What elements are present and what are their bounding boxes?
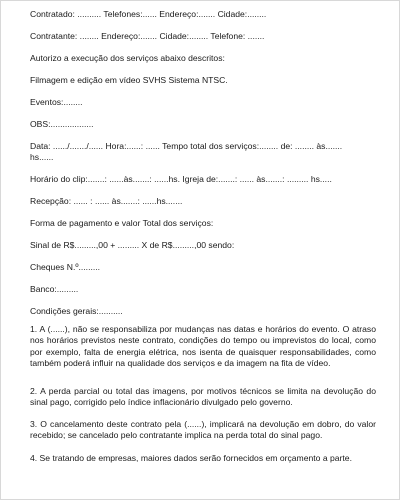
clip-schedule-line: Horário do clip:.......: ......às.......: ......hs. Igreja de:.......: ...... às.......: ......... hs..... xyxy=(30,174,332,184)
bank-line: Banco:......... xyxy=(30,284,79,294)
clause-2: 2. A perda parcial ou total das imagens, por motivos técnicos se limita na devolução do sinal pago, corrigido pelo índice inflacionário divulgado pelo governo. xyxy=(30,386,376,408)
payment-heading: Forma de pagamento e valor Total dos serviços: xyxy=(30,218,214,228)
authorization-line: Autorizo a execução dos serviços abaixo descritos: xyxy=(30,53,225,63)
service-description: Filmagem e edição em vídeo SVHS Sistema NTSC. xyxy=(30,75,228,85)
contratante-line: Contratante: ........ Endereço:....... Cidade:........ Telefone: ....... xyxy=(30,31,265,41)
date-time-line-end: hs...... xyxy=(30,152,54,162)
deposit-line: Sinal de R$.........,00 + ......... X de R$.........,00 sendo: xyxy=(30,240,235,250)
obs-line: OBS:.................. xyxy=(30,119,94,129)
cheques-line: Cheques N.º......... xyxy=(30,262,101,272)
eventos-line: Eventos:........ xyxy=(30,97,83,107)
clause-4: 4. Se tratando de empresas, maiores dados serão fornecidos em orçamento a parte. xyxy=(30,453,352,463)
contratado-line: Contratado: .......... Telefones:...... Endereço:....... Cidade:........ xyxy=(30,9,267,19)
general-conditions-heading: Condições gerais:.......... xyxy=(30,306,123,316)
reception-line: Recepção: ...... : ...... às.......: ......hs....... xyxy=(30,196,183,206)
clause-3: 3. O cancelamento deste contrato pela (......), implicará na devolução em dobro, do valor recebido; se cancelado pelo contratante implica na perda total do sinal pago. xyxy=(30,419,376,441)
clause-1: 1. A (......), não se responsabiliza por mudanças nas datas e horários do evento. O atraso nos horários previstos neste contrato, condições do tempo ou imprevistos do local, como por exemplo, falta de energia elétrica, nos isenta de quaisquer responsabilidades, como também poderá influir na qualidade dos serviços e da imagem na fita de vídeo. xyxy=(30,324,376,369)
date-time-line: Data: ....../......./...... Hora:......: ...... Tempo total dos serviços:........ de: ........ às....... xyxy=(30,141,343,151)
